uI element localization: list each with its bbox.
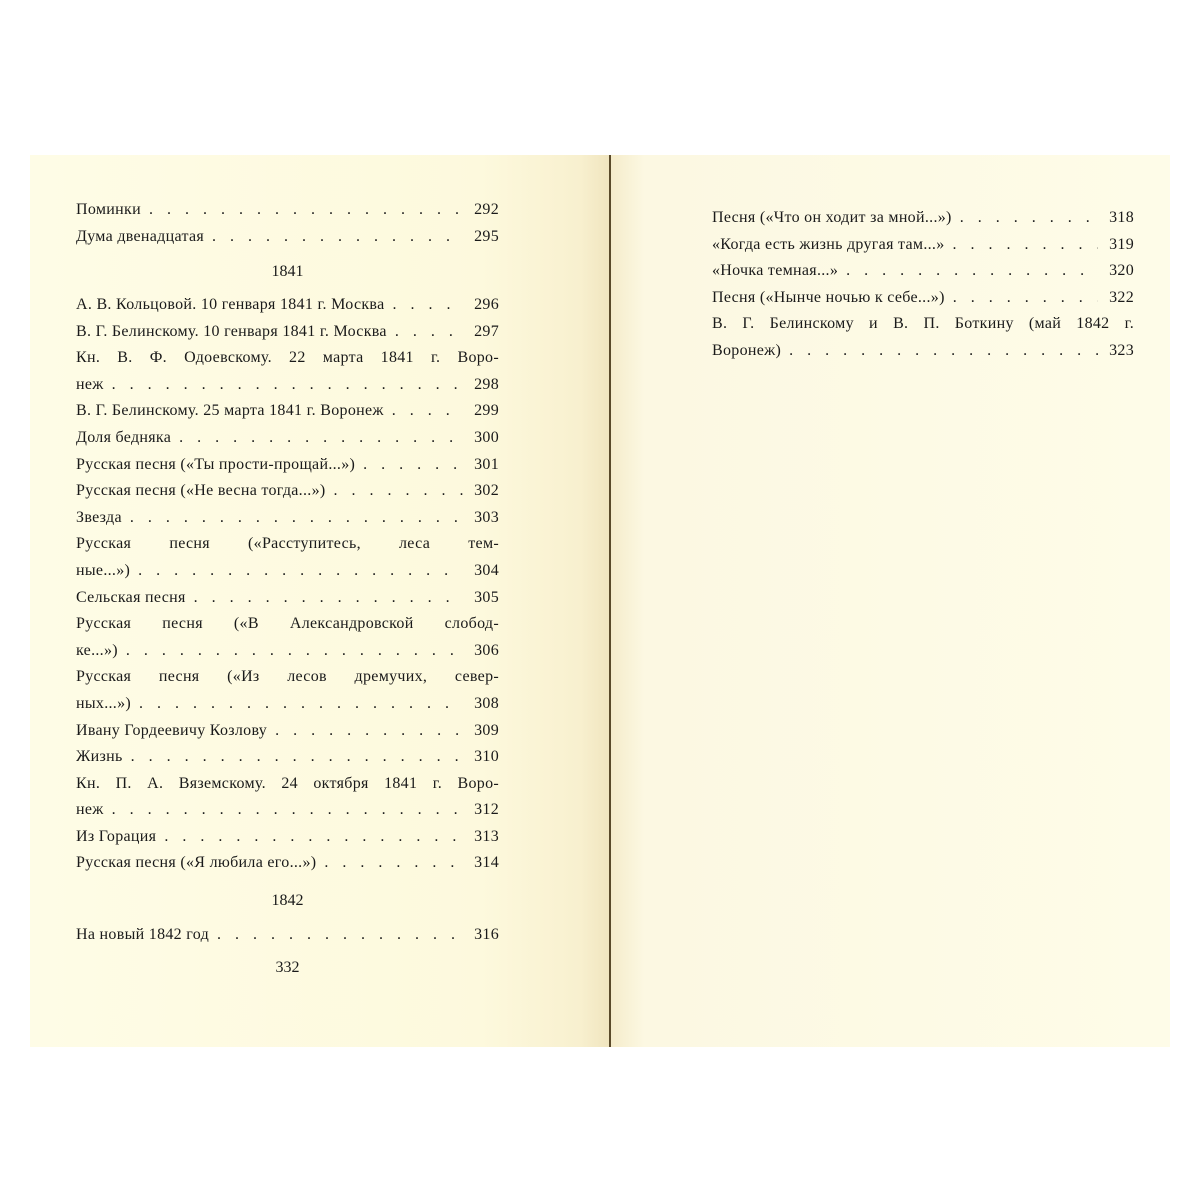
year-heading-1841: 1841 [271,263,304,280]
toc-group-b [76,292,499,877]
toc-entry [76,585,499,612]
toc-line [76,824,499,851]
toc-entry-title: неж [76,801,104,819]
leader-dots [953,232,1098,259]
toc-line [712,205,1134,232]
toc-entry-title: Жизнь [76,748,123,766]
toc-line [76,797,499,824]
leader-dots [363,452,463,479]
toc-line [712,285,1134,312]
toc-entry-title: ные...») [76,561,131,579]
toc-entry [76,531,499,584]
toc-line [712,338,1134,365]
toc-entry [76,505,499,532]
leader-dots [138,558,463,585]
toc-entry [76,922,499,949]
toc-entry-title: В. Г. Белинскому. 25 марта 1841 г. Воронеж [76,402,384,420]
leader-dots [395,319,463,346]
toc-entry [76,452,499,479]
leader-dots [324,850,463,877]
toc-line [76,664,499,691]
toc-entry-title: «Ночка темная...» [712,262,839,280]
leader-dots [953,285,1098,312]
leader-dots [217,922,463,949]
toc-entry-page: 319 [1109,235,1134,253]
toc-entry-page: 323 [1109,341,1134,359]
leader-dots [392,292,463,319]
book-spread [30,155,1170,1047]
toc-entry-page: 320 [1109,262,1134,280]
toc-entry [76,718,499,745]
toc-entry [76,478,499,505]
toc-entry [76,664,499,717]
toc-line [76,478,499,505]
page-number: 332 [275,959,300,976]
toc-group-right [712,205,1134,365]
toc-entry-title: Воронеж) [712,341,782,359]
toc-entry-title: Из Горация [76,827,157,845]
leader-dots [126,638,463,665]
toc-entry-title: Песня («Нынче ночью к себе...») [712,288,945,306]
leader-dots [112,372,463,399]
toc-entry-title: Песня («Что он ходит за мной...») [712,209,952,226]
toc-entry-title: Доля бедняка [76,428,172,446]
left-page [30,155,609,1047]
toc-entry [76,292,499,319]
toc-entry-page: 303 [474,508,499,526]
toc-line [712,311,1134,338]
toc-entry [76,771,499,824]
toc-entry-title: Дума двенадцатая [76,227,205,245]
toc-entry-title: Русская песня («В Александровской слобод- [76,615,499,633]
leader-dots [112,797,463,824]
toc-entry-page: 310 [474,748,499,766]
leader-dots [212,224,463,251]
right-page [611,155,1170,1047]
toc-entry [76,224,499,251]
toc-entry-page: 296 [474,296,499,313]
toc-entry-page: 299 [474,402,499,420]
toc-entry-title: Русская песня («Я любила его...») [76,854,317,872]
toc-entry-title: Русская песня («Из лесов дремучих, север- [76,668,499,686]
toc-entry [76,345,499,398]
toc-line [76,558,499,585]
toc-line [76,744,499,771]
toc-line [76,531,499,558]
toc-line [76,505,499,532]
toc-entry-page: 313 [474,827,499,845]
leader-dots [392,398,463,425]
toc-entry [712,205,1134,232]
toc-line [712,258,1134,285]
toc-entry-title: Русская песня («Ты прости-прощай...») [76,455,356,473]
leader-dots [960,205,1098,232]
toc-entry [76,319,499,346]
toc-entry-title: Звезда [76,508,122,526]
toc-entry-page: 305 [474,588,499,606]
toc-entry [712,232,1134,259]
year-heading-1842: 1842 [271,892,304,909]
toc-line [76,452,499,479]
toc-entry-title: ке...») [76,641,118,659]
toc-line [76,224,499,251]
toc-group-a [76,197,499,250]
toc-entry-page: 298 [474,375,499,393]
toc-entry-page: 297 [474,322,499,340]
leader-dots [164,824,463,851]
toc-entry [76,398,499,425]
toc-entry [76,744,499,771]
toc-entry [712,311,1134,364]
toc-entry-page: 308 [474,694,499,712]
toc-entry-page: 301 [474,455,499,473]
toc-line [76,398,499,425]
toc-entry [76,611,499,664]
leader-dots [789,338,1098,365]
leader-dots [194,585,463,612]
toc-line [712,232,1134,259]
toc-entry-page: 300 [474,428,499,446]
toc-entry-title: ных...») [76,694,132,712]
toc-line [76,372,499,399]
leader-dots [131,744,463,771]
toc-entry-title: Русская песня («Не весна тогда...») [76,482,326,500]
toc-line [76,638,499,665]
toc-entry-page: 309 [474,721,499,739]
toc-entry-page: 304 [474,561,499,579]
toc-entry [76,824,499,851]
toc-line [76,922,499,949]
toc-entry-title: Поминки [76,201,141,218]
leader-dots [846,258,1098,285]
toc-entry-title: Сельская песня [76,588,186,606]
toc-entry-page: 314 [474,854,499,872]
toc-entry-title: «Когда есть жизнь другая там...» [712,235,945,253]
toc-line [76,292,499,319]
toc-entry-title: неж [76,375,104,393]
toc-entry-title: Кн. П. А. Вяземскому. 24 октября 1841 г. Воро- [76,774,499,792]
toc-line [76,718,499,745]
toc-entry [76,850,499,877]
toc-entry-page: 312 [474,801,499,819]
toc-entry-page: 292 [474,201,499,218]
leader-dots [334,478,463,505]
toc-entry-title: На новый 1842 год [76,926,210,943]
toc-entry [712,285,1134,312]
toc-entry-title: Ивану Гордеевичу Козлову [76,721,268,739]
toc-entry-page: 306 [474,641,499,659]
toc-entry-page: 318 [1109,209,1134,226]
toc-entry [76,197,499,224]
toc-entry-page: 302 [474,482,499,500]
leader-dots [130,505,463,532]
toc-group-c [76,922,499,949]
leader-dots [139,691,463,718]
toc-line [76,691,499,718]
toc-entry-title: Русская песня («Расступитесь, леса тем- [76,535,499,553]
toc-entry [712,258,1134,285]
toc-line [76,611,499,638]
toc-line [76,319,499,346]
toc-entry-title: В. Г. Белинскому. 10 генваря 1841 г. Москва [76,322,387,340]
toc-line [76,425,499,452]
leader-dots [179,425,463,452]
toc-line [76,585,499,612]
toc-entry-page: 322 [1109,288,1134,306]
toc-entry-title: Кн. В. Ф. Одоевскому. 22 марта 1841 г. Воро- [76,349,499,367]
toc-entry-page: 316 [474,926,499,943]
leader-dots [275,718,463,745]
leader-dots [149,197,463,224]
toc-line [76,850,499,877]
toc-line [76,771,499,798]
toc-line [76,197,499,224]
toc-entry-title: В. Г. Белинскому и В. П. Боткину (май 1842 г. [712,315,1134,333]
toc-entry-title: А. В. Кольцовой. 10 генваря 1841 г. Москва [76,296,385,313]
toc-entry-page: 295 [474,227,499,245]
toc-entry [76,425,499,452]
toc-line [76,345,499,372]
